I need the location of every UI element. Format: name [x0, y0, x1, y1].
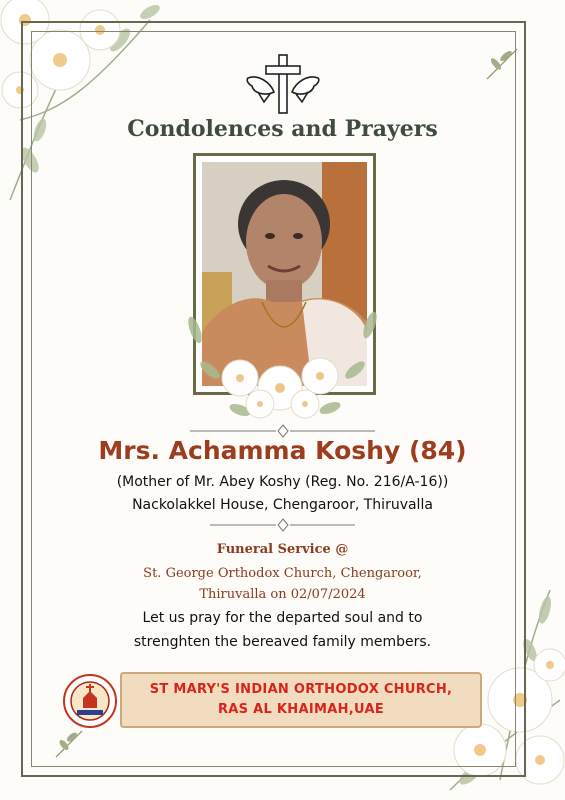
- message-line-1: Let us pray for the departed soul and to: [142, 610, 423, 626]
- church-name-line-1: ST MARY'S INDIAN ORTHODOX CHURCH,: [149, 682, 453, 697]
- church-name-line-2: RAS AL KHAIMAH,UAE: [218, 702, 384, 717]
- church-logo-icon: [63, 674, 117, 728]
- address-line: Nackolakkel House, Chengaroor, Thiruvalla: [132, 497, 433, 513]
- deceased-name: Mrs. Achamma Koshy (84): [98, 436, 467, 465]
- page-title: Condolences and Prayers: [127, 116, 438, 142]
- message-line-2: strenghten the bereaved family members.: [133, 634, 432, 650]
- funeral-venue: St. George Orthodox Church, Chengaroor,: [143, 566, 422, 581]
- cross-with-doves-icon: [244, 52, 322, 118]
- photo-floral-cluster-icon: [180, 300, 385, 430]
- diamond-divider-icon: [0, 518, 565, 532]
- funeral-heading: Funeral Service @: [216, 542, 349, 557]
- church-banner: [120, 672, 482, 728]
- funeral-date: Thiruvalla on 02/07/2024: [199, 587, 366, 602]
- relation-line: (Mother of Mr. Abey Koshy (Reg. No. 216/A-16)): [116, 474, 449, 490]
